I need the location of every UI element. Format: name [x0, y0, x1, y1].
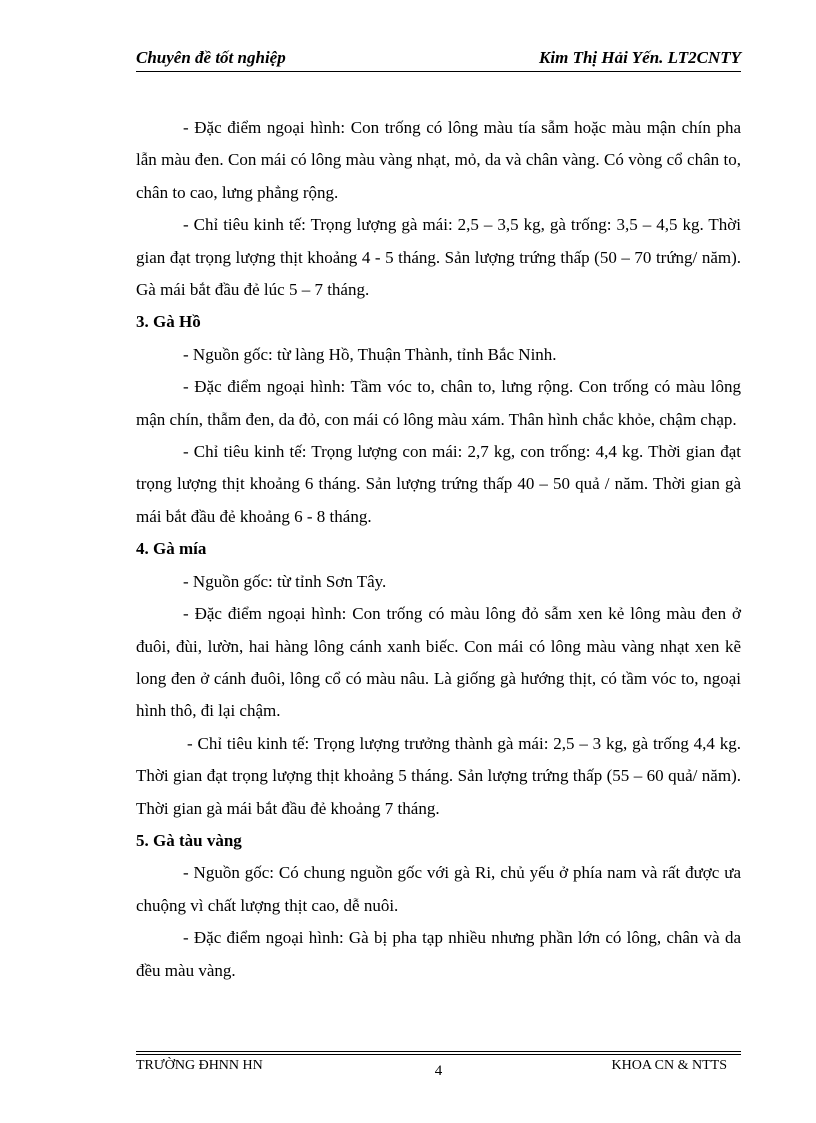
- paragraph: - Đặc điểm ngoại hình: Con trống có màu lông đỏ sẫm xen kẻ lông màu đen ở đuôi, đùi, lườn, hai hàng lông cánh xanh biếc. Con mái có lông màu vàng nhạt xen kẽ long đen ở cánh đuôi, lông cổ có màu nâu. Là giống gà hướng thịt, có tầm vóc to, ngoại hình thô, đi lại chậm.: [136, 604, 741, 721]
- paragraph: - Nguồn gốc: từ làng Hồ, Thuận Thành, tỉnh Bắc Ninh.: [183, 344, 557, 364]
- paragraph: - Nguồn gốc: Có chung nguồn gốc với gà Ri, chủ yếu ở phía nam và rất được ưa chuộng vì chất lượng thịt cao, dễ nuôi.: [136, 863, 741, 915]
- header-rule: [136, 71, 741, 72]
- footer-rule: [136, 1051, 741, 1052]
- footer-school: TRƯỜNG ĐHNN HN: [136, 1058, 263, 1073]
- paragraph: - Nguồn gốc: từ tỉnh Sơn Tây.: [183, 571, 387, 591]
- paragraph: - Chỉ tiêu kinh tế: Trọng lượng gà mái: 2,5 – 3,5 kg, gà trống: 3,5 – 4,5 kg. Thời gian đạt trọng lượng thịt khoảng 4 - 5 tháng. Sản lượng trứng thấp (50 – 70 trứng/ năm). Gà mái bắt đầu đẻ lúc 5 – 7 tháng.: [136, 215, 741, 300]
- page-footer: [136, 1058, 741, 1080]
- footer-rule: [136, 1054, 741, 1055]
- paragraph: - Đặc điểm ngoại hình: Tầm vóc to, chân to, lưng rộng. Con trống có màu lông mận chín, thẫm đen, da đỏ, con mái có lông màu xám. Thân hình chắc khỏe, chậm chạp.: [136, 377, 741, 429]
- header-author: Kim Thị Hải Yến. LT2CNTY: [539, 48, 741, 67]
- paragraph: - Chỉ tiêu kinh tế: Trọng lượng con mái: 2,7 kg, con trống: 4,4 kg. Thời gian đạt trọng lượng thịt khoảng 6 tháng. Sản lượng trứng thấp 40 – 50 quả / năm. Thời gian gà mái bắt đầu đẻ khoảng 6 - 8 tháng.: [136, 442, 741, 526]
- document-body: [136, 112, 741, 987]
- paragraph: - Đặc điểm ngoại hình: Gà bị pha tạp nhiều nhưng phần lớn có lông, chân và da đều màu vàng.: [136, 928, 741, 980]
- header-title: Chuyên đề tốt nghiệp: [136, 48, 286, 67]
- page-number: 4: [434, 1063, 443, 1079]
- section-heading: 4. Gà mía: [136, 539, 207, 559]
- paragraph: - Chỉ tiêu kinh tế: Trọng lượng trưởng thành gà mái: 2,5 – 3 kg, gà trống 4,4 kg. Thời gian đạt trọng lượng thịt khoảng 5 tháng. Sản lượng trứng thấp (55 – 60 quả/ năm). Thời gian gà mái bắt đầu đẻ khoảng 7 tháng.: [136, 733, 741, 818]
- section-heading: 3. Gà Hồ: [136, 312, 201, 332]
- section-heading: 5. Gà tàu vàng: [136, 830, 242, 850]
- paragraph: - Đặc điểm ngoại hình: Con trống có lông màu tía sẫm hoặc màu mận chín pha lẫn màu đen. Con mái có lông màu vàng nhạt, mỏ, da và chân vàng. Có vòng cổ chân to, chân to cao, lưng phẳng rộng.: [136, 118, 741, 202]
- footer-faculty: KHOA CN & NTTS: [611, 1058, 727, 1073]
